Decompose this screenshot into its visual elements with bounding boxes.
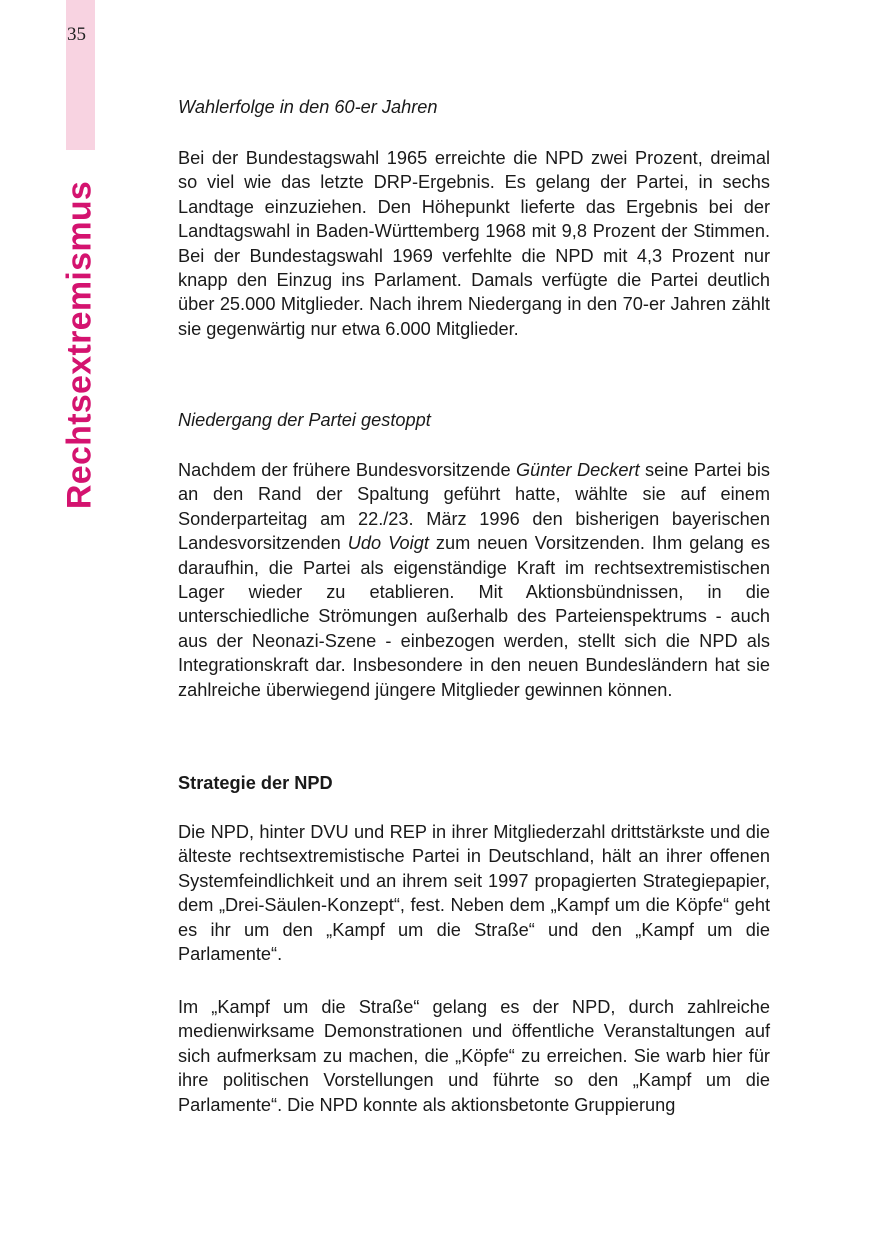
paragraph-strategie-2: Im „Kampf um die Straße“ gelang es der NPD, durch zahlreiche medienwirksame Demonstrationen und öffentliche Veranstaltungen auf sich aufmerksam zu machen, die „Köpfe“ zu erreichen. Sie warb hier für ihre politischen Vorstellungen und führte so den „Kampf um die Parlamente“. Die NPD konnte als aktionsbetonte Gruppierung	[178, 997, 770, 1115]
paragraph-strategie-1: Die NPD, hinter DVU und REP in ihrer Mitgliederzahl drittstärkste und die älteste rechtsextremistische Partei in Deutschland, hält an ihrer offenen Systemfeindlichkeit und an ihrem seit 1997 propagierten Strategiepapier, dem „Drei-Säulen-Konzept“, fest. Neben dem „Kampf um die Köpfe“ geht es ihr um den „Kampf um die Straße“ und den „Kampf um die Parlamente“.	[178, 822, 770, 965]
text-span: Nachdem der frühere Bundesvorsitzende	[178, 460, 516, 480]
page-number: 35	[67, 24, 86, 45]
section-tag-vertical: Rechtsextremismus	[60, 180, 99, 510]
person-name-deckert: Günter Deckert	[515, 460, 640, 480]
text-span: seine Partei bis an den Rand der Spaltung geführt hatte, wählte sie auf einem Sonderparteitag am 22./23. März 1996 den bisherigen bayerischen Landesvorsitzenden	[178, 460, 771, 554]
page-margin-accent-bar	[66, 0, 95, 150]
heading-strategie: Strategie der NPD	[178, 773, 333, 793]
person-name-voigt: Udo Voigt	[347, 533, 429, 554]
paragraph-wahlerfolge: Bei der Bundestagswahl 1965 erreichte die NPD zwei Prozent, dreimal so viel wie das letzte DRP-Ergebnis. Es gelang der Partei, in sechs Landtage einzuziehen. Den Höhepunkt lieferte das Ergebnis bei der Landtagswahl in Baden-Württemberg 1968 mit 9,8 Prozent der Stimmen. Bei der Bundestagswahl 1969 verfehlte die NPD mit 4,3 Prozent nur knapp den Einzug ins Parlament. Damals verfügte die Partei deutlich über 25.000 Mitglieder. Nach ihrem Niedergang in den 70-er Jahren zählt sie gegenwärtig nur etwa 6.000 Mitglieder.	[178, 148, 770, 339]
text-span: zum neuen Vorsitzenden. Ihm gelang es daraufhin, die Partei als eigenständige Kraft im rechtsextremistischen Lager wieder zu etablieren. Mit Aktionsbündnissen, in die unterschiedliche Strömungen außerhalb des Parteienspektrums - auch aus der Neonazi-Szene - einbezogen werden, stellt sich die NPD als Integrationskraft dar. Insbesondere in den neuen Bundesländern hat sie zahlreiche überwiegend jüngere Mitglieder gewinnen können.	[178, 533, 771, 700]
subheading-wahlerfolge: Wahlerfolge in den 60-er Jahren	[178, 97, 438, 117]
paragraph-niedergang	[178, 458, 770, 702]
subheading-niedergang: Niedergang der Partei gestoppt	[178, 410, 431, 430]
